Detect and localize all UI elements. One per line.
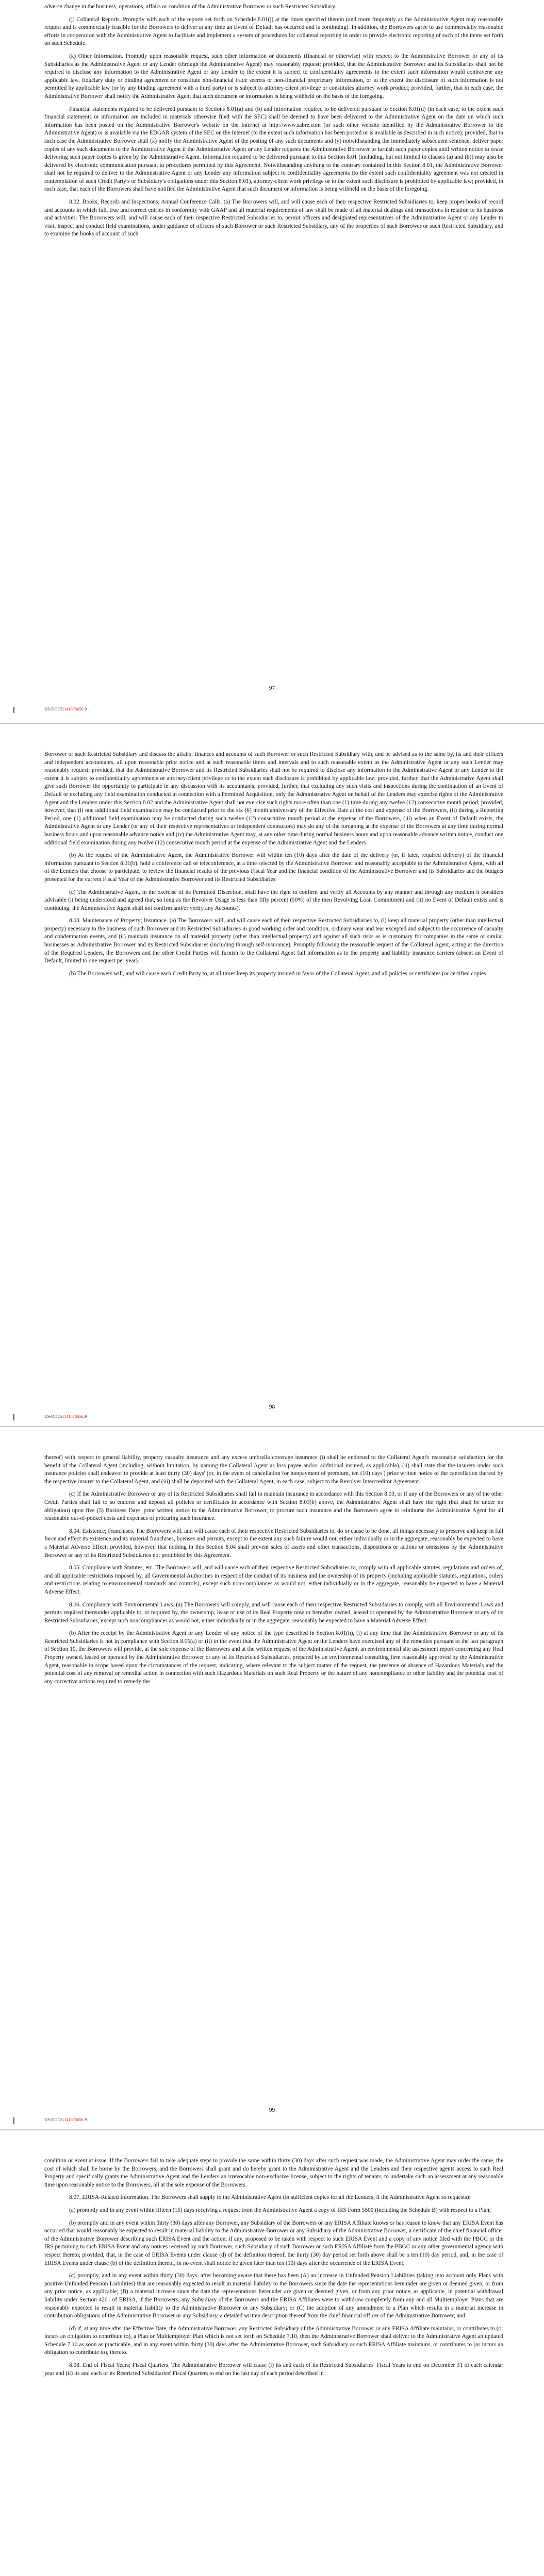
paragraph: (a) promptly and in any event within fifteen (15) days receiving a request from the Administrative Agent a copy of IRS Form 5500 (including the Schedule B) with respect to a Plan;	[69, 2207, 491, 2213]
change-bar	[13, 1414, 14, 1420]
paragraph: 8.04. Existence; Franchises. The Borrowers will, and will cause each of their respective Restricted Subsidiaries to, do or cause to be done, all things necessary to preserve and keep in full force and effect its existence and its material franchises, licenses and permits, except to the extent any such failure would not, either individually or in the aggregate, reasonably be expected to have a Material Adverse Effect; provided, however, that nothing in this Section 8.04 shall prevent sales of assets and other transactions, dispositions or actions or omissions by the Administrative Borrower or any of its Restricted Subsidiaries not prohibited by this Agreement.	[44, 1528, 503, 1558]
paragraph: condition or event at issue. If the Borrowers fail to take adequate steps to provide the same within thirty (30) days after such request was made, the Administrative Agent may order the same, the cost of which shall be borne by the Borrowers, and the Borrowers shall grant and do hereby grant to the Administrative Agent and the Lenders and their respective agents access to such Real Property and specifically grants the Administrative Agent and the Lenders an irrevocable non-exclusive license, subject to the rights of tenants, to undertake such an assessment at any reasonable time upon reasonable notice to the Borrowers, all at the sole expense of the Borrowers.	[44, 2158, 503, 2188]
paragraph: (j) Collateral Reports. Promptly with each of the reports set forth on Schedule 8.01(j) at the times specified therein (and more frequently as the Administrative Agent may reasonably request and is commercially feasible for the Borrowers to deliver at any time an Event of Default has occurred and is continuing). In addition, the Borrowers agree to use commercially reasonable efforts in cooperation with the Administrative Agent to facilitate and implement a system of procedures for collateral reporting in order to provide electronic reporting of each of the items set forth on such Schedule.	[44, 16, 503, 47]
page-body	[44, 751, 503, 982]
doc-id-number: 141078656	[64, 2117, 84, 2122]
doc-id-prefix: US-DOCS\	[44, 1414, 64, 1419]
change-bar	[13, 707, 14, 713]
paragraph: (d) if, at any time after the Effective Date, the Administrative Borrower, any Restricted Subsidiary of the Administrative Borrower or any ERISA Affiliate maintains, or contributes to (or incurs an obligation to contribute to), a Plan or Multiemployer Plan which is not set forth on Schedule 7.10, then the Administrative Borrower shall deliver to the Administrative Agent an updated Schedule 7.10 as soon as practicable, and in any event within thirty (30) days after the Administrative Borrower, such Subsidiary or such ERISA Affiliate maintains, or contributes to (or incurs an obligation to contribute to), thereto.	[44, 2325, 503, 2356]
doc-id-suffix: .9	[83, 1414, 87, 1419]
paragraph: (c) The Administrative Agent, in the exercise of its Permitted Discretion, shall have the right to confirm and verify all Accounts by any manner and through any medium it considers advisable (it being understood and agreed that, so long as the Revolver Usage is less than fifty percent (50%) of the then Revolving Loan Commitment and (ii) no Event of Default exists and is continuing, the Administrative Agent shall not confirm and/or verify any Accounts).	[44, 889, 503, 911]
document-id	[44, 1414, 87, 1419]
paragraph: (b) After the receipt by the Administrative Agent or any Lender of any notice of the type described in Section 8.01(h), (i) at any time that the Administrative Borrower or any of its Restricted Subsidiaries is not in compliance with Section 8.06(a) or (ii) in the event that the Administrative Agent or the Lenders have exercised any of the remedies pursuant to the last paragraph of Section 10, the Borrowers will provide, at the sole expense of the Borrowers and at the written request of the Administrative Agent, an environmental site assessment report concerning any Real Property owned, leased or operated by the Administrative Borrower or any of its Restricted Subsidiaries, prepared by an environmental consulting firm reasonably approved by the Administrative Agent, reasonable in scope based upon the circumstances of the request, indicating, where relevant to the subject matter of the request, the presence or absence of Hazardous Materials and the potential cost of any removal or remedial action in connection with such Hazardous Materials on such Real Property or the nature of any noncompliance or other liability and the potential cost of any corrective actions required to remedy the	[44, 1630, 503, 1685]
page-body	[44, 2157, 503, 2382]
paragraph: 8.03. Maintenance of Property; Insurance. (a) The Borrowers will, and will cause each of their respective Restricted Subsidiaries to, (i) keep all material property (other than intellectual property) necessary to the business of such Borrower and its Restricted Subsidiaries in good working order and condition, ordinary wear and tear excepted and subject to the occurrence of casualty and condemnation events, and (ii) maintain insurance on all material property (other than intellectual property) and against all such risks as is customary for companies in the same or similar businesses as Administrative Borrower and its Restricted Subsidiaries (including through self-insurance). Promptly following the reasonable request of the Collateral Agent, acting at the direction of the Required Lenders, the Borrowers and the other Credit Parties will furnish to the Collateral Agent full information as to the property and liability insurance carriers (absent an Event of Default, limited to one request per year).	[44, 918, 503, 964]
paragraph: 8.08. End of Fiscal Years; Fiscal Quarters. The Administrative Borrower will cause (i) its and each of its Restricted Subsidiaries' Fiscal Years to end on December 31 of each calendar year and (ii) its and each of its Restricted Subsidiaries' Fiscal Quarters to end on the last day of each period described in	[44, 2362, 503, 2377]
page-number: 97	[269, 685, 275, 691]
page-number: 98	[269, 1404, 275, 1410]
document-page-97	[0, 0, 544, 724]
document-page-100	[0, 2130, 544, 2576]
doc-id-suffix: .9	[83, 707, 87, 711]
doc-id-prefix: US-DOCS\	[44, 2117, 64, 2122]
paragraph: (c) If the Administrative Borrower or any of its Restricted Subsidiaries shall fail to maintain insurance in accordance with this Section 8.03, or if any of the Borrowers or any of the other Credit Parties shall fail to so endorse and deposit all policies or certificates in accordance with Section 8.03(b) above, the Administrative Agent shall have the right (but shall be under no obligation) upon five (5) Business Days' prior written notice to the Administrative Borrower, to procure such insurance and the Borrowers agree to reimburse the Administrative Agent for all reasonable out-of-pocket costs and expenses of procuring such insurance.	[44, 1491, 503, 1522]
paragraph: (b) At the request of the Administrative Agent, the Administrative Borrower will within ten (10) days after the date of the delivery (or, if later, required delivery) of the financial information pursuant to Section 8.01(b), hold a conference call or teleconference, at a time selected by the Administrative Borrower and reasonably acceptable to the Administrative Agent, with all of the Lenders that choose to participate, to review the financial results of the previous Fiscal Year and the financial condition of the Administrative Borrower and its Subsidiaries and the budgets presented for the current Fiscal Year of the Administrative Borrower and its Restricted Subsidiaries.	[44, 852, 503, 883]
document-id	[44, 707, 87, 711]
page-body	[44, 3, 503, 243]
paragraph: Borrower or such Restricted Subsidiary and discuss the affairs, finances and accounts of such Borrower or such Restricted Subsidiary with, and be advised as to the same by, its and their officers and independent accountants, all upon reasonable prior notice and at such reasonable times and intervals and to such reasonable extent as the Administrative Agent or any such Lender may reasonably request; provided, that the Administrative Borrower and its Restricted Subsidiaries shall not be required to disclose any information to the Administrative Agent or any Lender to the extent it is subject to confidentiality agreements or attorney/client privilege or to the extent such disclosure is prohibited by applicable law; provided, further, that the Administrative Agent shall give such Borrower the opportunity to participate in any discussion with its accountants; provided, further, that excluding any such visits and inspections during the continuation of an Event of Default or excluding any field examination conducted in connection with a Permitted Acquisition, only the Administrative Agent on behalf of the Lenders may exercise rights of the Administrative Agent and the Lenders under this Section 8.02 and the Administrative Agent shall not exercise such rights more often than one (1) time during any twelve (12) consecutive month period; provided, however, that (i) one additional field examination may be conducted prior to the six (6) month anniversary of the Effective Date at the cost and expense of the Borrowers, (ii) during a Reporting Period, one (1) additional field examination may be conducted during such twelve (12) consecutive month period at the expense of the Borrowers, (iii) when an Event of Default exists, the Administrative Agent or any Lender (or any of their respective representatives or independent contractors) may do any of the foregoing at the expense of the Borrowers at any time during normal business hours and upon reasonable advance notice and (iv) the Administrative Agent may, at any other time during normal business hours and upon reasonable advance written notice, conduct one additional field examination during any twelve (12) consecutive month period at the expense of the Administrative Agent and the Lenders.	[44, 751, 503, 846]
document-page-98	[0, 724, 544, 1427]
paragraph: adverse change in the business, operations, affairs or condition of the Administrative Borrower or such Restricted Subsidiary.	[44, 4, 336, 10]
doc-id-number: 141078656	[64, 707, 84, 711]
page-body	[44, 1454, 503, 1690]
document-page-99	[0, 1427, 544, 2130]
paragraph: 8.05. Compliance with Statutes, etc. The Borrowers will, and will cause each of their respective Restricted Subsidiaries to, comply with all applicable statutes, regulations and orders of, and all applicable restrictions imposed by, all Governmental Authorities in respect of the conduct of its business and the ownership of its property (including applicable statutes, regulations, orders and restrictions relating to environmental standards and controls), except such non-compliances as would not, either individually or in the aggregate, reasonably be expected to have a Material Adverse Effect.	[44, 1565, 503, 1595]
doc-id-suffix: .9	[83, 2117, 87, 2122]
doc-id-number: 141078656	[64, 1414, 84, 1419]
paragraph: 8.06. Compliance with Environmental Laws. (a) The Borrowers will comply, and will cause each of their respective Restricted Subsidiaries to comply, with all Environmental Laws and permits required thereunder applicable to, or required by, the ownership, lease or use of its Real Property now or hereafter owned, leased or operated by the Administrative Borrower or any of its Restricted Subsidiaries, except such noncompliances as would not, either individually or in the aggregate, reasonably be expected to have a Material Adverse Effect.	[44, 1601, 503, 1624]
paragraph: Financial statements required to be delivered pursuant to Sections 8.01(a) and (b) and information required to be delivered pursuant to Section 8.01(d) (in each case, to the extent such financial statements or information are included in materials otherwise filed with the SEC) shall be deemed to have been delivered to the Administrative Agent on the date on which such information has been posted on the Administrative Borrower's website on the Internet at http://www.sabre.com (or such other website identified by the Administrative Borrower to the Administrative Agent) or is available via the EDGAR system of the SEC on the Internet (to the extent such information has been posted or is available as described in such notice); provided, that in each case the Administrative Borrower shall (x) notify the Administrative Agent of the posting of any such documents and (y) notwithstanding the immediately subsequent sentence, deliver paper copies of any such documents to the Administrative Agent if the Administrative Agent or any Lender requests the Administrative Borrower to furnish such paper copies until written notice to cease delivering such paper copies is given by the Administrative Agent. Information required to be delivered pursuant to this Section 8.01 (including, but not limited to clauses (a) and (b)) may also be delivered by electronic communication pursuant to procedures permitted by this Agreement. Notwithstanding anything to the contrary contained in this Section 8.01, the Administrative Borrower shall not be required to deliver to the Administrative Agent or any Lender any information subject to confidentiality agreements (to the extent such confidentiality agreement was not created in contemplation of such Credit Party's or Subsidiary's obligations under this Section 8.01), attorney-client work privilege or to the extent such disclosure is prohibited by applicable law; provided, in each case, that each of the Borrowers shall have notified the Administrative Agent that such document or information is being withheld on the basis of the foregoing.	[44, 106, 503, 193]
paragraph: thereof) with respect to general liability, property casualty insurance and any excess umbrella coverage insurance (i) shall be endorsed to the Collateral Agent's reasonable satisfaction for the benefit of the Collateral Agent (including, without limitation, by naming the Collateral Agent as loss payee and/or additional insured, as applicable), (ii) shall state that the insurers under such insurance policies shall endeavor to provide at least thirty (30) days' (or, in the event of cancellation for nonpayment of premium, ten (10) days') prior written notice of the cancellation thereof by the respective insurer to the Collateral Agent, and (iii) shall be deposited with the Collateral Agent, in each case, subject to the Revolver Intercreditor Agreement.	[44, 1454, 503, 1485]
paragraph: (c) promptly, and in any event within thirty (30) days, after becoming aware that there has been (A) an increase in Unfunded Pension Liabilities (taking into account only Plans with positive Unfunded Pension Liabilities) that are reasonably expected to result in material liability to the Borrowers since the date the representations hereunder are given or deemed given, or from any prior notice, as applicable; (B) a material increase since the date the representations hereunder are given or deemed given, or from any prior notice, as applicable, in potential withdrawal liability under Section 4201 of ERISA, if the Borrowers, any Subsidiary of the Borrowers and the ERISA Affiliates were to withdraw completely from any and all Multiemployer Plans that are reasonably expected to result in material liability to the Administrative Borrower or any Subsidiary; or (C) the adoption of any amendment to a Plan which results in a material increase in contribution obligations of the Administrative Borrower or any Subsidiary, a detailed written description thereof from the chief financial officer of the Administrative Borrower; and	[44, 2273, 503, 2319]
doc-id-prefix: US-DOCS\	[44, 707, 64, 711]
paragraph: 8.07. ERISA-Related Information. The Borrowers shall supply to the Administrative Agent (in sufficient copies for all the Lenders, if the Administrative Agent so requests):	[69, 2194, 471, 2201]
change-bar	[13, 2117, 14, 2124]
paragraph: (b) The Borrowers will, and will cause each Credit Party to, at all times keep its property insured in favor of the Collateral Agent, and all policies or certificates (or certified copies	[69, 970, 486, 977]
document-id	[44, 2117, 87, 2122]
paragraph: (k) Other Information. Promptly upon reasonable request, such other information or documents (financial or otherwise) with respect to the Administrative Borrower or any of its Subsidiaries as the Administrative Agent or any Lender (through the Administrative Agent) may reasonably request; provided, that the Administrative Borrower and its Subsidiaries shall not be required to disclose any information to the Administrative Agent or any Lender to the extent it is subject to confidentiality agreements to the extent such information would contravene any applicable law, fiduciary duty or binding agreement or constitute non-financial trade secrets or non-financial proprietary information, or to the extent the disclosure of such information is not permitted by applicable law (or by any binding agreement with a third party) or is subject to attorney-client privilege or constitutes attorney work product; provided, further, that in each case, the Administrative Borrower shall notify the Administrative Agent that such document or information is being withheld on the basis of the foregoing.	[44, 53, 503, 99]
page-number: 99	[269, 2107, 275, 2113]
paragraph: (b) promptly and in any event within thirty (30) days after any Borrower, any Subsidiary of the Borrowers or any ERISA Affiliate knows or has reason to know that any ERISA Event has occurred that would reasonably be expected to result in material liability to the Administrative Borrower or any Subsidiary of the Administrative Borrower, a certificate of the chief financial officer of the Administrative Borrower describing such ERISA Event and the action, if any, proposed to be taken with respect to such ERISA Event and a copy of any notice filed with the PBGC or the IRS pertaining to such ERISA Event and any notices received by such Borrower, such Subsidiary of such Borrower or such ERISA Affiliate from the PBGC or any other governmental agency with respect thereto; provided, that, in the case of ERISA Events under clause (d) of the definition thereof, the thirty (30) day period set forth above shall be a ten (10) day period, and, in the case of ERISA Events under clause (b) of the definition thereof, in no event shall notice be given later than ten (10) days after the occurrence of the ERISA Event;	[44, 2219, 503, 2266]
paragraph: 8.02. Books, Records and Inspections; Annual Conference Calls. (a) The Borrowers will, and will cause each of their respective Restricted Subsidiaries to, keep proper books of record and accounts in which full, true and correct entries in conformity with GAAP and all material requirements of law shall be made of all material dealings and transactions in relation to its business and activities. The Borrowers will, and will cause each of their respective Restricted Subsidiaries to, permit officers and designated representatives of the Administrative Agent or any Lender to visit, inspect and conduct field examinations, under guidance of officers of such Borrower or such Restricted Subsidiary, any of the properties of such Borrower or such Restricted Subsidiary, and to examine the books of account of such	[44, 199, 503, 238]
